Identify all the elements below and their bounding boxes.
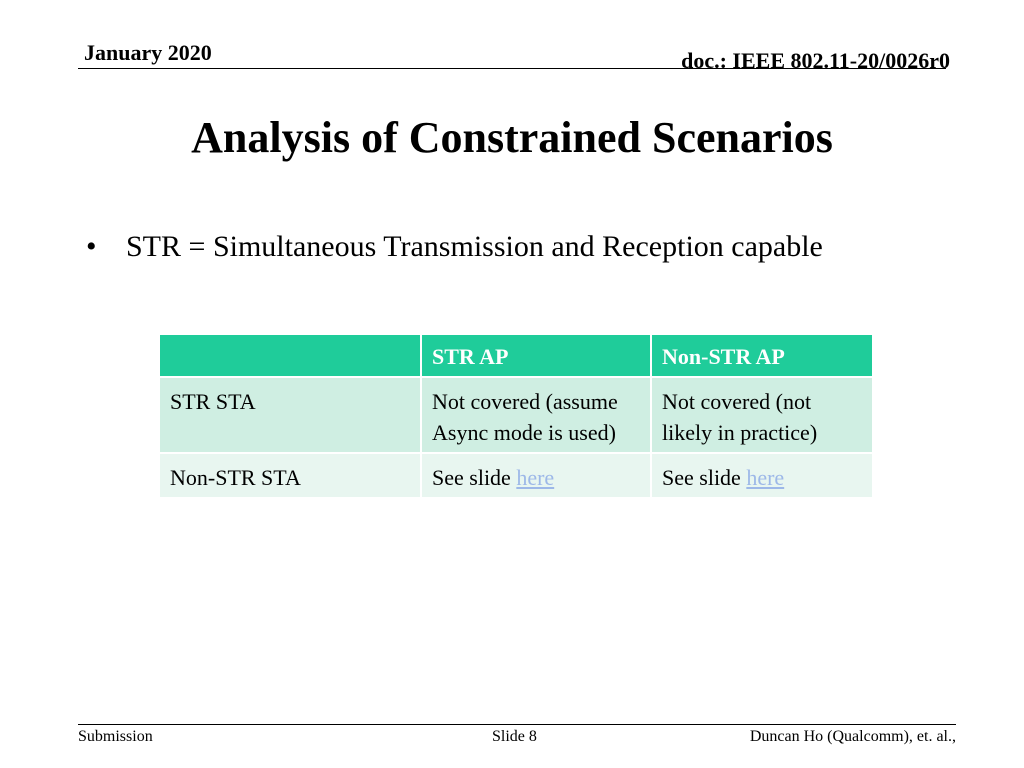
table-header-str-ap: STR AP bbox=[421, 334, 651, 377]
cell-non-str-sta-non-str-ap bbox=[651, 453, 873, 498]
cell-str-sta-str-ap: Not covered (assume Async mode is used) bbox=[421, 377, 651, 453]
cell-non-str-sta-str-ap bbox=[421, 453, 651, 498]
table-row bbox=[159, 453, 873, 498]
bullet-item bbox=[86, 230, 823, 264]
table-header-non-str-ap: Non-STR AP bbox=[651, 334, 873, 377]
here-link-non-str-ap[interactable]: here bbox=[746, 465, 785, 490]
row-label-non-str-sta: Non-STR STA bbox=[159, 453, 421, 498]
row-label-str-sta: STR STA bbox=[159, 377, 421, 453]
bullet-text: STR = Simultaneous Transmission and Reception capable bbox=[126, 230, 823, 263]
header-doc-id: doc.: IEEE 802.11-20/0026r0 bbox=[681, 48, 950, 73]
slide-title: Analysis of Constrained Scenarios bbox=[191, 113, 833, 162]
footer-author: Duncan Ho (Qualcomm), et. al., bbox=[749, 728, 956, 745]
here-link-str-ap[interactable]: here bbox=[516, 465, 555, 490]
bullet-dot-icon: • bbox=[86, 230, 97, 263]
footer-rule bbox=[78, 724, 956, 725]
footer-slide-number: Slide 8 bbox=[492, 728, 537, 745]
header-date: January 2020 bbox=[84, 40, 212, 65]
table-row bbox=[159, 377, 873, 453]
cell-prefix: See slide bbox=[662, 465, 747, 490]
cell-prefix: See slide bbox=[432, 465, 517, 490]
table-header-corner bbox=[159, 334, 421, 377]
scenarios-table bbox=[158, 333, 874, 499]
footer-submission: Submission bbox=[78, 728, 153, 745]
header-rule bbox=[78, 68, 946, 69]
table-header-row bbox=[159, 334, 873, 377]
cell-str-sta-non-str-ap: Not covered (not likely in practice) bbox=[651, 377, 873, 453]
